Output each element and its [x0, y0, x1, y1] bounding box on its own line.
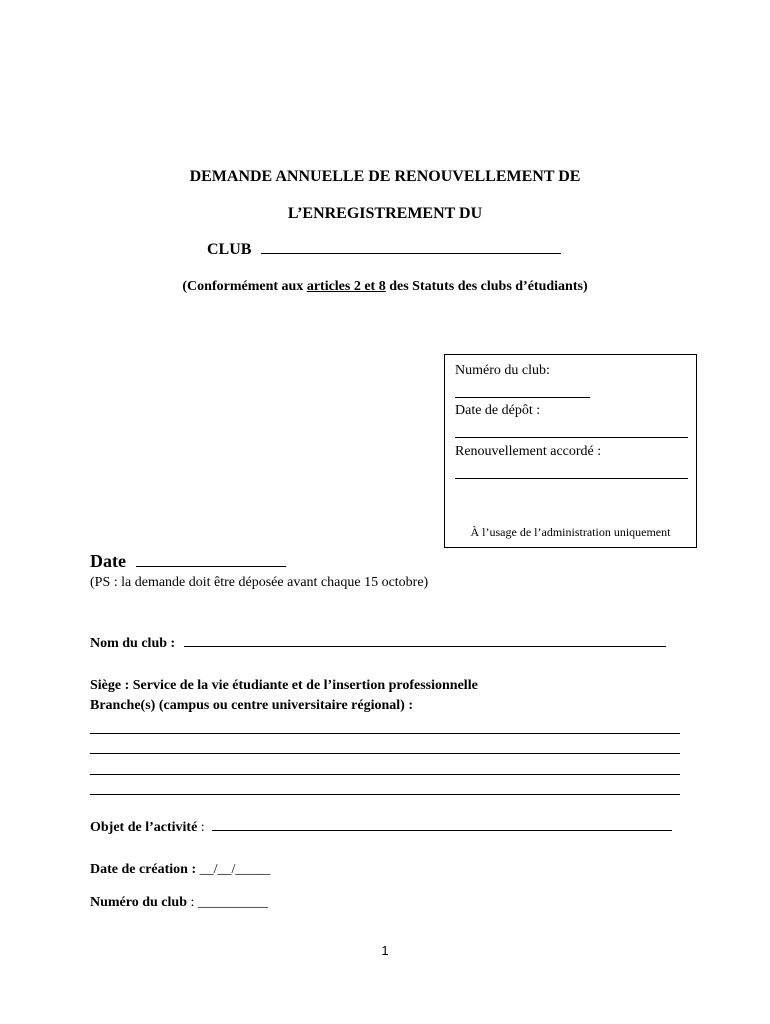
branches-line-4[interactable]	[90, 794, 680, 795]
branches-line	[90, 698, 413, 714]
subtitle-suffix: des Statuts des clubs d’étudiants)	[385, 279, 588, 294]
branches-line-3[interactable]	[90, 774, 680, 775]
date-label: Date	[90, 551, 126, 571]
form-subtitle	[0, 279, 770, 295]
club-number-field[interactable]: __________	[197, 895, 268, 910]
articles-link[interactable]: articles 2 et 8	[306, 279, 386, 294]
creation-date-field[interactable]: __/__/_____	[199, 862, 271, 877]
club-title-line	[207, 241, 561, 259]
page-number: 1	[381, 943, 389, 958]
seat-line	[90, 678, 478, 694]
admin-usage-note: À l’usage de l’administration uniquement	[470, 525, 671, 539]
branches-line-1[interactable]	[90, 733, 680, 734]
admin-deposit-date-label: Date de dépôt :	[455, 403, 541, 418]
date-row	[90, 551, 286, 572]
form-title-line2: L’ENREGISTREMENT DU	[287, 205, 483, 222]
subtitle-prefix: (Conformément aux	[182, 279, 307, 294]
date-blank[interactable]	[136, 566, 286, 567]
club-name-field[interactable]	[184, 646, 666, 647]
creation-date-row	[90, 862, 270, 878]
form-title-line1: DEMANDE ANNUELLE DE RENOUVELLEMENT DE	[189, 168, 581, 185]
activity-colon: :	[197, 820, 205, 835]
branches-line-2[interactable]	[90, 753, 680, 754]
creation-date-label: Date de création :	[90, 862, 197, 877]
admin-club-number-line[interactable]	[455, 397, 590, 398]
date-deadline-note: (PS : la demande doit être déposée avant chaque 15 octobre)	[90, 575, 429, 590]
admin-box	[444, 354, 697, 548]
club-name-label: Nom du club :	[90, 636, 176, 651]
branches-label: Branche(s) (campus ou centre universitaire régional) :	[90, 698, 413, 713]
admin-deposit-date-line[interactable]	[455, 437, 688, 438]
activity-row	[90, 820, 672, 836]
club-label: CLUB	[207, 241, 252, 258]
activity-label: Objet de l’activité	[90, 820, 198, 835]
activity-field[interactable]	[212, 830, 672, 831]
club-number-label: Numéro du club	[90, 895, 187, 910]
admin-renewal-line[interactable]	[455, 478, 688, 479]
seat-label: Siège : Service de la vie étudiante et de l’insertion professionnelle	[90, 678, 478, 693]
club-number-colon: :	[186, 895, 195, 910]
club-name-row	[90, 636, 666, 652]
admin-renewal-label: Renouvellement accordé :	[455, 444, 602, 459]
club-number-row	[90, 895, 268, 911]
admin-club-number-label: Numéro du club:	[455, 363, 550, 378]
club-name-blank[interactable]	[261, 253, 561, 254]
